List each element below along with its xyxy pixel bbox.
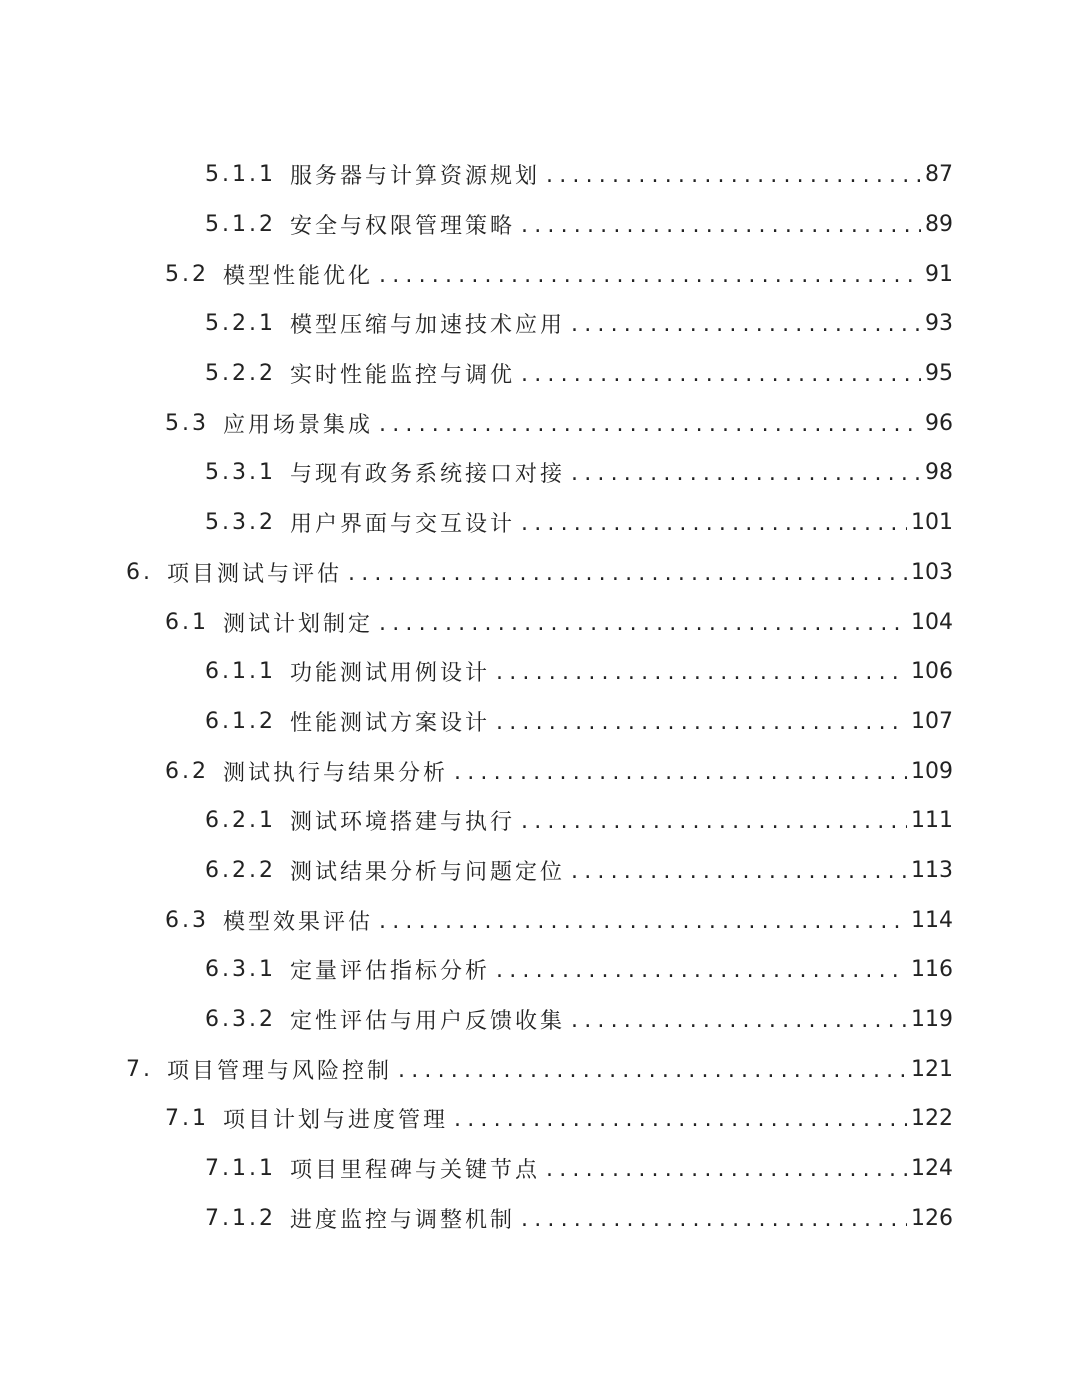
toc-entry-title: 模型压缩与加速技术应用 [289, 313, 565, 339]
toc-entry-number: 5.2.2 [205, 361, 276, 387]
toc-dot-leader [379, 909, 907, 934]
toc-entry-title: 功能测试用例设计 [289, 661, 490, 687]
toc-entry-page-number: 96 [925, 410, 953, 436]
toc-entry-title: 项目测试与评估 [167, 561, 343, 587]
toc-entry-page-number: 122 [911, 1106, 953, 1132]
toc-entry-title: 定量评估指标分析 [289, 959, 490, 985]
toc-entry-title: 安全与权限管理策略 [289, 214, 515, 240]
toc-dot-leader [379, 263, 921, 288]
toc-entry-page-number: 87 [925, 162, 953, 188]
toc-entry-page-number: 89 [925, 212, 953, 238]
toc-entry-title: 性能测试方案设计 [289, 710, 490, 736]
toc-dot-leader [454, 1107, 907, 1132]
toc-entry-number: 6.1.1 [205, 659, 276, 685]
toc-entry-page-number: 93 [925, 311, 953, 337]
toc-entry-title: 项目管理与风险控制 [167, 1058, 393, 1084]
toc-entry-number: 6. [126, 559, 153, 585]
toc-dot-leader [546, 1157, 907, 1182]
toc-entry-title: 模型性能优化 [223, 263, 374, 289]
toc-entry-number: 5.1.1 [205, 162, 276, 188]
toc-dot-leader [571, 312, 921, 337]
toc-entry-title: 测试结果分析与问题定位 [289, 859, 565, 885]
toc-entry-number: 5.2.1 [205, 311, 276, 337]
toc-entry-page-number: 114 [911, 907, 953, 933]
toc-entry-number: 5.3.2 [205, 510, 276, 536]
toc-entry-page-number: 91 [925, 261, 953, 287]
toc-entry[interactable] [0, 448, 1080, 498]
toc-entry-number: 6.2.1 [205, 808, 276, 834]
toc-entry[interactable] [0, 846, 1080, 896]
toc-dot-leader [521, 809, 907, 834]
toc-entry-page-number: 98 [925, 460, 953, 486]
toc-dot-leader [496, 660, 907, 685]
toc-entry[interactable] [0, 597, 1080, 647]
toc-entry[interactable] [0, 746, 1080, 796]
toc-dot-leader [496, 710, 907, 735]
toc-entry[interactable] [0, 995, 1080, 1045]
toc-entry-number: 5.3.1 [205, 460, 276, 486]
toc-dot-leader [546, 163, 921, 188]
toc-entry-number: 6.1 [165, 609, 209, 635]
toc-entry-number: 6.2 [165, 758, 209, 784]
toc-entry[interactable] [0, 150, 1080, 200]
toc-dot-leader [571, 461, 921, 486]
toc-entry-page-number: 126 [911, 1205, 953, 1231]
toc-entry-title: 应用场景集成 [223, 412, 374, 438]
toc-entry[interactable] [0, 398, 1080, 448]
toc-entry-title: 测试计划制定 [223, 611, 374, 637]
toc-dot-leader [398, 1058, 907, 1083]
toc-entry[interactable] [0, 895, 1080, 945]
toc-entry-title: 实时性能监控与调优 [289, 363, 515, 389]
toc-entry-number: 6.1.2 [205, 708, 276, 734]
toc-entry[interactable] [0, 945, 1080, 995]
toc-entry-number: 7.1 [165, 1106, 209, 1132]
toc-entry-page-number: 119 [911, 1007, 953, 1033]
toc-entry-page-number: 95 [925, 361, 953, 387]
toc-dot-leader [521, 1207, 907, 1232]
toc-entry[interactable] [0, 1144, 1080, 1194]
toc-entry-number: 7.1.1 [205, 1156, 276, 1182]
toc-entry[interactable] [0, 1094, 1080, 1144]
toc-entry-title: 进度监控与调整机制 [289, 1207, 515, 1233]
toc-dot-leader [379, 611, 907, 636]
toc-entry-title: 测试执行与结果分析 [223, 760, 449, 786]
toc-entry-page-number: 113 [911, 857, 953, 883]
toc-dot-leader [496, 958, 907, 983]
toc-entry[interactable] [0, 796, 1080, 846]
toc-entry[interactable] [0, 1044, 1080, 1094]
toc-entry[interactable] [0, 349, 1080, 399]
toc-entry-title: 与现有政务系统接口对接 [289, 462, 565, 488]
toc-entry-page-number: 103 [911, 559, 953, 585]
toc-entry[interactable] [0, 697, 1080, 747]
toc-dot-leader [521, 511, 907, 536]
toc-entry-page-number: 101 [911, 510, 953, 536]
toc-dot-leader [348, 561, 907, 586]
toc-entry-page-number: 104 [911, 609, 953, 635]
toc-entry-number: 5.1.2 [205, 212, 276, 238]
toc-entry-number: 7.1.2 [205, 1205, 276, 1231]
toc-entry[interactable] [0, 299, 1080, 349]
toc-entry-title: 定性评估与用户反馈收集 [289, 1009, 565, 1035]
toc-entry-page-number: 107 [911, 708, 953, 734]
toc-entry-title: 项目计划与进度管理 [223, 1108, 449, 1134]
toc-entry-title: 服务器与计算资源规划 [289, 164, 540, 190]
toc-dot-leader [454, 760, 907, 785]
toc-entry-number: 5.3 [165, 410, 209, 436]
toc-dot-leader [521, 213, 921, 238]
toc-entry[interactable] [0, 647, 1080, 697]
table-of-contents [0, 150, 1080, 1243]
toc-entry-title: 项目里程碑与关键节点 [289, 1158, 540, 1184]
toc-entry[interactable] [0, 498, 1080, 548]
toc-entry-number: 6.3.1 [205, 957, 276, 983]
toc-entry-number: 5.2 [165, 261, 209, 287]
toc-entry-number: 6.3 [165, 907, 209, 933]
toc-entry-number: 6.2.2 [205, 857, 276, 883]
toc-entry-page-number: 111 [911, 808, 953, 834]
toc-entry-page-number: 116 [911, 957, 953, 983]
toc-dot-leader [521, 362, 921, 387]
toc-entry-page-number: 121 [911, 1056, 953, 1082]
toc-entry-page-number: 106 [911, 659, 953, 685]
toc-entry-page-number: 124 [911, 1156, 953, 1182]
toc-entry-page-number: 109 [911, 758, 953, 784]
toc-dot-leader [379, 412, 921, 437]
toc-entry[interactable] [0, 548, 1080, 598]
toc-entry-title: 模型效果评估 [223, 909, 374, 935]
toc-entry[interactable] [0, 1193, 1080, 1243]
toc-entry-number: 7. [126, 1056, 153, 1082]
toc-entry-number: 6.3.2 [205, 1007, 276, 1033]
toc-entry-title: 用户界面与交互设计 [289, 512, 515, 538]
toc-dot-leader [571, 1008, 907, 1033]
toc-entry-title: 测试环境搭建与执行 [289, 810, 515, 836]
toc-entry[interactable] [0, 200, 1080, 250]
toc-dot-leader [571, 859, 907, 884]
toc-entry[interactable] [0, 249, 1080, 299]
